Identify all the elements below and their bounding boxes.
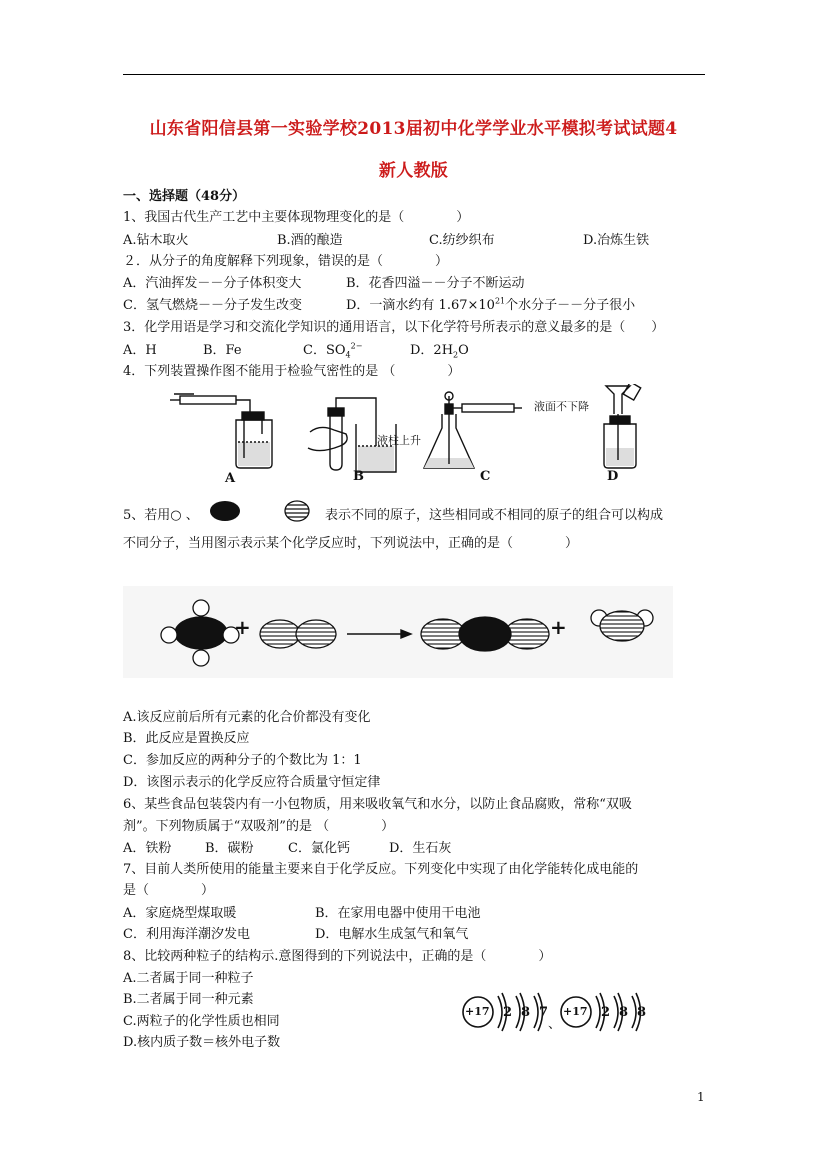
q5-reaction-figure	[123, 586, 673, 678]
q4-label-d: D	[607, 469, 619, 484]
q7-option-c: C．利用海洋潮汐发电	[123, 927, 250, 942]
q7-option-a: A．家庭烧型煤取暖	[123, 906, 237, 921]
q7-line1: 7、目前人类所使用的能量主要来自于化学反应。下列变化中实现了由化学能转化成电能的	[123, 862, 639, 877]
q8-option-a: A.二者属于同一种粒子	[123, 971, 254, 986]
q1-option-b: B.酒的酿造	[277, 233, 343, 248]
q5-line1-post: 表示不同的原子，这些相同或不相同的原子的组合可以构成	[325, 508, 664, 523]
black-atom-icon	[208, 499, 242, 523]
product-molecule-1	[421, 617, 549, 651]
section-heading: 一、选择题（48分）	[123, 189, 246, 204]
apparatus-a	[170, 394, 272, 468]
q2-option-c: C．氢气燃烧－－分子发生改变	[123, 298, 302, 313]
header-rule	[123, 74, 705, 75]
atom2-shell-3: 8	[637, 1005, 647, 1020]
q4-annotation-d: 液面不下降	[534, 400, 589, 413]
q1-option-d: D.冶炼生铁	[583, 233, 650, 248]
q5-plus-2: +	[550, 615, 567, 639]
atom2-shell-2: 8	[619, 1005, 629, 1020]
q7-option-d: D．电解水生成氢气和氧气	[315, 927, 469, 942]
q4-stem: 4．下列装置操作图不能用于检验气密性的是 （ ）	[123, 364, 461, 379]
q8-option-b: B.二者属于同一种元素	[123, 992, 254, 1007]
q7-option-b: B．在家用电器中使用干电池	[315, 906, 481, 921]
apparatus-d	[604, 384, 641, 468]
q6-option-a: A．铁粉	[123, 841, 172, 856]
q3-option-a: A．H	[123, 343, 157, 358]
q8-option-d: D.核内质子数＝核外电子数	[123, 1035, 281, 1050]
apparatus-c	[424, 392, 522, 468]
q5-option-d: D．该图示表示的化学反应符合质量守恒定律	[123, 775, 381, 790]
atom1-shell-1: 2	[503, 1005, 513, 1020]
q1-option-c: C.纺纱织布	[429, 233, 495, 248]
q2-option-d: D．一滴水约有 $1.67\times 10^{21}$个水分子－－分子很小	[346, 296, 636, 313]
q8-option-c: C.两粒子的化学性质也相同	[123, 1014, 280, 1029]
page-subtitle: 新人教版	[378, 161, 449, 181]
atom1-shell-3: 7	[539, 1005, 549, 1020]
q5-option-c: C．参加反应的两种分子的个数比为 1：1	[123, 753, 362, 768]
q4-annotation-c: 液柱上升	[377, 434, 421, 447]
q8-stem: 8、比较两种粒子的结构示.意图得到的下列说法中，正确的是（ ）	[123, 949, 552, 964]
q5-line1-pre: 5、若用○ 、	[123, 508, 199, 523]
q7-line2: 是（ ）	[123, 883, 215, 898]
q6-option-d: D．生石灰	[389, 841, 452, 856]
page-title: 山东省阳信县第一实验学校2013届初中化学学业水平模拟考试试题4	[149, 119, 678, 139]
q6-option-b: B．碳粉	[205, 841, 254, 856]
atom2-nucleus: +17	[563, 1005, 588, 1018]
q4-label-b: B	[353, 469, 364, 484]
q4-label-c: C	[480, 469, 491, 484]
q2-option-b: B．花香四溢－－分子不断运动	[346, 276, 525, 291]
q5-plus-1: +	[234, 615, 251, 639]
q5-option-b: B．此反应是置换反应	[123, 731, 250, 746]
q2-stem: ２．从分子的角度解释下列现象，错误的是（ ）	[123, 254, 449, 269]
striped-atom-icon	[283, 499, 311, 523]
atom1-nucleus: +17	[465, 1005, 490, 1018]
q3-option-b: B．Fe	[203, 343, 242, 358]
page-number: 1	[697, 1090, 705, 1104]
atom1-shell-2: 8	[521, 1005, 531, 1020]
q6-line2: 剂”。下列物质属于“双吸剂”的是 （ ）	[123, 819, 395, 834]
q1-stem: 1、我国古代生产工艺中主要体现物理变化的是（ ）	[123, 210, 470, 225]
q6-option-c: C．氯化钙	[288, 841, 350, 856]
atom2-shell-1: 2	[601, 1005, 611, 1020]
atom-separator: 、	[548, 1017, 562, 1032]
q1-option-a: A.钻木取火	[123, 233, 189, 248]
q3-option-c: C．$SO_4^{2-}$	[303, 341, 363, 360]
q3-stem: 3．化学用语是学习和交流化学知识的通用语言，以下化学符号所表示的意义最多的是（ ）	[123, 320, 665, 335]
q4-label-a: A	[225, 471, 236, 486]
q6-line1: 6、某些食品包装袋内有一小包物质，用来吸收氧气和水分，以防止食品腐败，常称“双吸	[123, 797, 632, 812]
q5-line2: 不同分子，当用图示表示某个化学反应时，下列说法中，正确的是（ ）	[123, 536, 579, 551]
q3-option-d: D．$2H_2O$	[410, 343, 469, 360]
q2-option-a: A．汽油挥发－－分子体积变大	[123, 276, 302, 291]
q5-option-a: A.该反应前后所有元素的化合价都没有变化	[123, 710, 371, 725]
